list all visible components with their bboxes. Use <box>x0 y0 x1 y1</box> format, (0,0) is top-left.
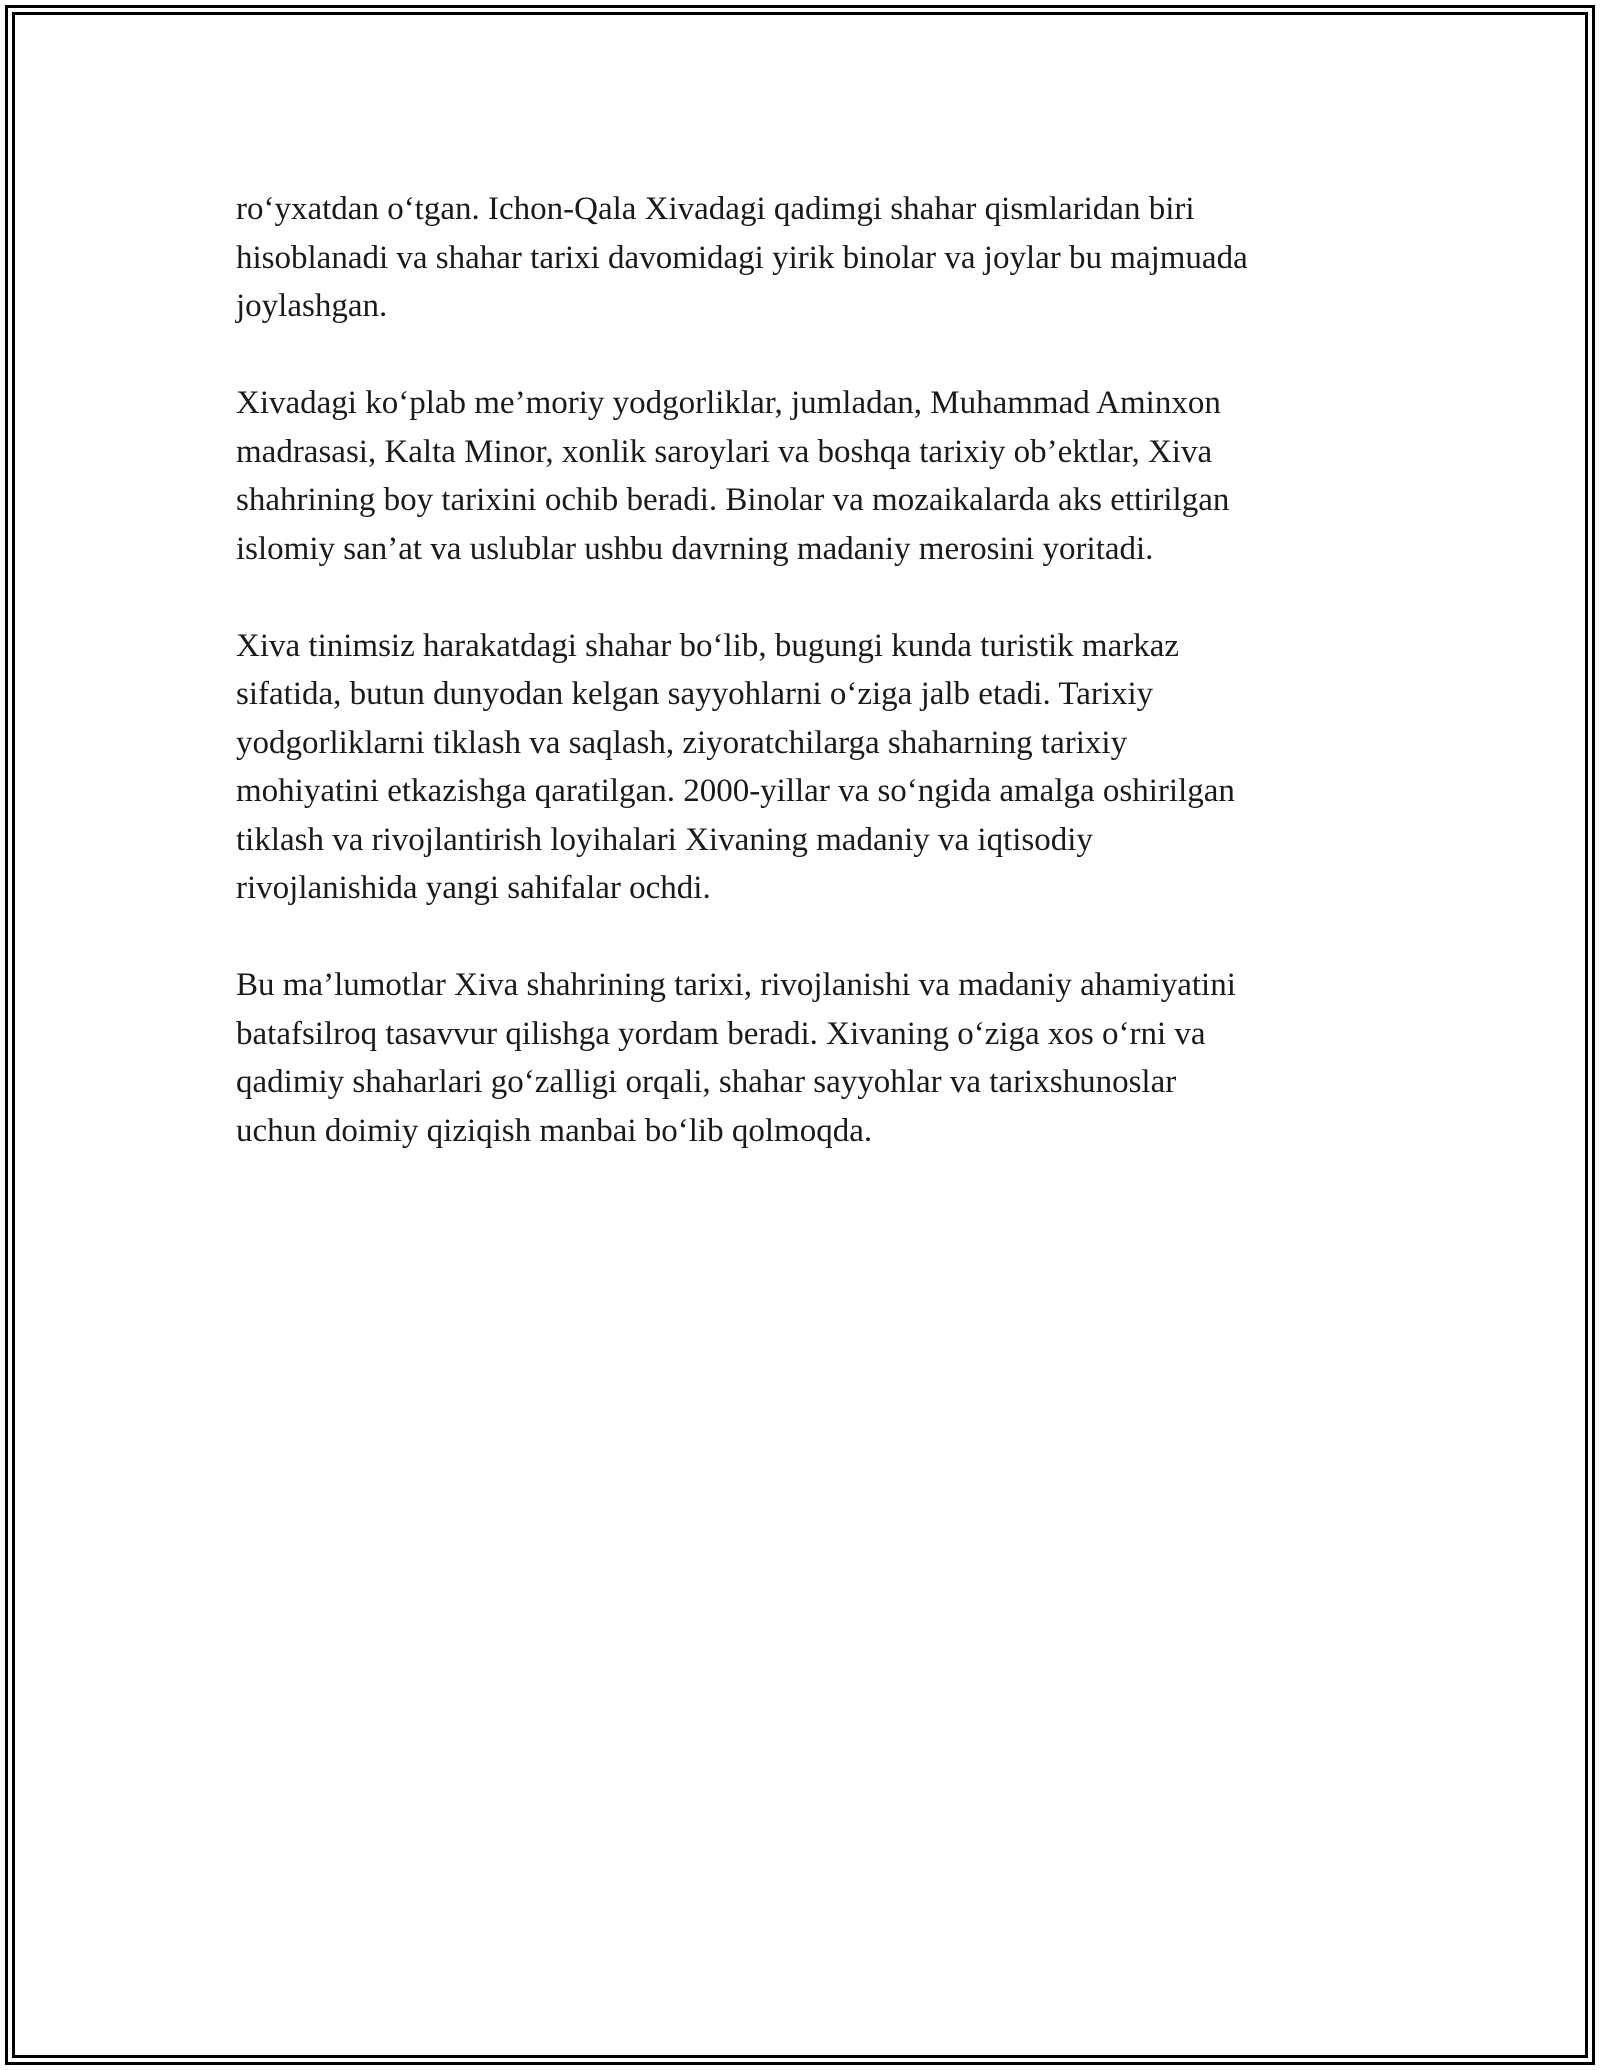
paragraph: ro‘yxatdan o‘tgan. Ichon-Qala Xivadagi qadimgi shahar qismlaridan biri hisoblanadi va shahar tarixi davomidagi yirik binolar va joylar bu majmuada joylashgan. <box>236 191 1248 324</box>
paragraph: Xiva tinimsiz harakatdagi shahar bo‘lib, bugungi kunda turistik markaz sifatida, butun dunyodan kelgan sayyohlarni o‘ziga jalb etadi. Tarixiy yodgorliklarni tiklash va saqlash, ziyoratchilarga shaharning tarixiy mohiyatini etkazishga qaratilgan. 2000-yillar va so‘ngida amalga oshirilgan tiklash va rivojlantirish loyihalari Xivaning madaniy va iqtisodiy rivojlanishida yangi sahifalar ochdi. <box>236 627 1235 906</box>
paragraph: Bu ma’lumotlar Xiva shahrining tarixi, rivojlanishi va madaniy ahamiyatini batafsilroq tasavvur qilishga yordam beradi. Xivaning o‘ziga xos o‘rni va qadimiy shaharlari go‘zalligi orqali, shahar sayyohlar va tarixshunoslar uchun doimiy qiziqish manbai bo‘lib qolmoqda. <box>236 967 1236 1149</box>
document-body <box>236 185 1376 1204</box>
paragraph: Xivadagi ko‘plab me’moriy yodgorliklar, jumladan, Muhammad Aminxon madrasasi, Kalta Minor, xonlik saroylari va boshqa tarixiy ob’ektlar, Xiva shahrining boy tarixini ochib beradi. Binolar va mozaikalarda aks ettirilgan islomiy san’at va uslublar ushbu davrning madaniy merosini yoritadi. <box>236 385 1230 567</box>
